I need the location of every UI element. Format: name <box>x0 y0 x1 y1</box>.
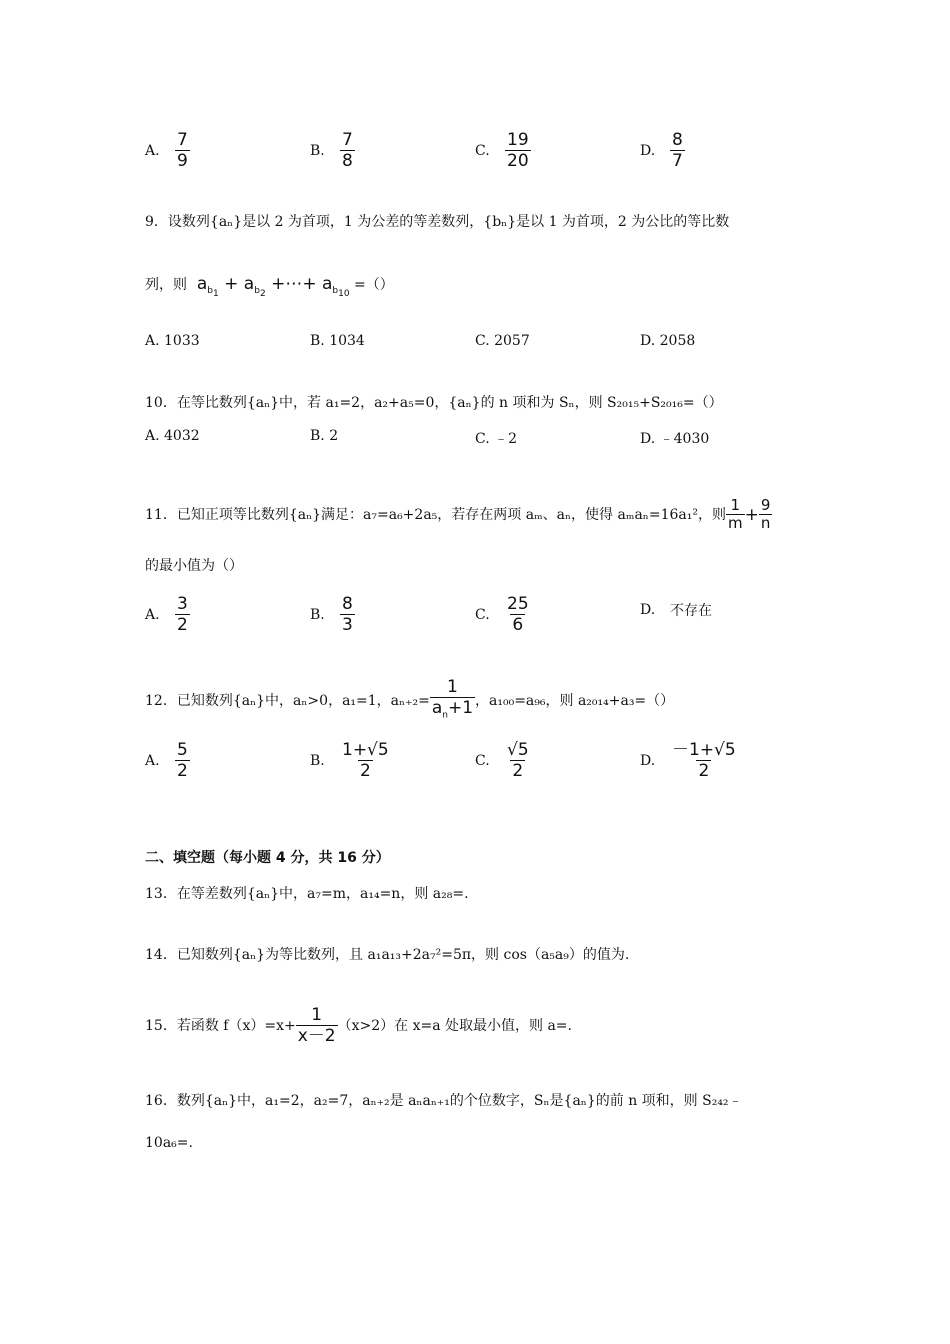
fraction: $\frac{25}{6}$ <box>507 594 529 635</box>
q12-text: 12．已知数列{aₙ}中，aₙ>0，a₁=1，aₙ₊₂= $\frac{1}{a_n+1}$ ，a₁₀₀=a₉₆，则 a₂₀₁₄+a₃=（） <box>145 677 674 725</box>
q9-option-d: D. 2058 <box>640 333 696 349</box>
q16-text: 16．数列{aₙ}中，a₁=2，a₂=7，aₙ₊₂是 aₙaₙ₊₁的个位数字，Sₙ是{aₙ}的前 n 项和，则 S₂₄₂﹣ <box>145 1093 743 1109</box>
q11-option-b: B. $\frac{8}{3}$ <box>310 594 353 635</box>
fraction: $\frac{-1+√5}{2}$ <box>672 740 736 781</box>
q8-option-b: B. $\frac{7}{8}$ <box>310 130 353 171</box>
q10-text: 10．在等比数列{aₙ}中，若 a₁=2，a₂+a₅=0，{aₙ}的 n 项和为 Sₙ，则 S₂₀₁₅+S₂₀₁₆=（） <box>145 395 723 411</box>
q9-formula: $a_{b_1} + a_{b_2}$ +⋯+ $a_{b_{10}}$ <box>191 274 350 300</box>
q12-option-c: C. $\frac{√5}{2}$ <box>475 740 529 781</box>
q9-option-a: A. 1033 <box>145 333 200 349</box>
q8-option-d: D. $\frac{8}{7}$ <box>640 130 683 171</box>
fraction: $\frac{√5}{2}$ <box>507 740 529 781</box>
fraction: $\frac{7}{9}$ <box>177 130 188 171</box>
q13-text: 13．在等差数列{aₙ}中，a₇=m，a₁₄=n，则 a₂₈=. <box>145 886 469 902</box>
q12-option-b: B. $\frac{1+√5}{2}$ <box>310 740 389 781</box>
fraction: $\frac{1}{x-2}$ <box>297 1005 336 1046</box>
q10-option-a: A. 4032 <box>145 428 200 444</box>
fraction: $\frac{5}{2}$ <box>177 740 188 781</box>
q9-option-c: C. 2057 <box>475 333 530 349</box>
q9-line2: 列，则 $a_{b_1} + a_{b_2}$ +⋯+ $a_{b_{10}}$ =（） <box>145 274 394 300</box>
fraction: $\frac{8}{3}$ <box>342 594 353 635</box>
q8-option-c: C. $\frac{19}{20}$ <box>475 130 529 171</box>
q10-option-b: B. 2 <box>310 428 339 444</box>
fraction: $\frac{9}{n}$ <box>760 496 771 532</box>
q16-line2: 10a₆=. <box>145 1135 193 1151</box>
q11-line2: 的最小值为（） <box>145 558 243 574</box>
fraction: $\frac{8}{7}$ <box>672 130 683 171</box>
q15-text: 15．若函数 f（x）=x+ $\frac{1}{x-2}$ （x>2）在 x=a 处取最小值，则 a=. <box>145 1005 572 1046</box>
q12-option-a: A. $\frac{5}{2}$ <box>145 740 188 781</box>
q8-option-a: A. $\frac{7}{9}$ <box>145 130 188 171</box>
q10-option-d: D. ﹣4030 <box>640 431 710 447</box>
q12-option-d: D. $\frac{-1+√5}{2}$ <box>640 740 736 781</box>
fraction: $\frac{7}{8}$ <box>342 130 353 171</box>
q14-text: 14．已知数列{aₙ}为等比数列，且 a₁a₁₃+2a₇²=5π，则 cos（a₅a₉）的值为. <box>145 947 630 963</box>
q9-text: 9．设数列{aₙ}是以 2 为首项，1 为公差的等差数列，{bₙ}是以 1 为首项，2 为公比的等比数 <box>145 214 730 230</box>
fraction: $\frac{3}{2}$ <box>177 594 188 635</box>
q9-option-b: B. 1034 <box>310 333 365 349</box>
q11-option-d: D. 不存在 <box>640 602 712 619</box>
fraction: $\frac{1}{a_n+1}$ <box>430 677 475 725</box>
q11-option-a: A. $\frac{3}{2}$ <box>145 594 188 635</box>
fraction: $\frac{1}{m}$ <box>727 496 743 532</box>
q10-option-c: C. ﹣2 <box>475 431 518 447</box>
q11-option-c: C. $\frac{25}{6}$ <box>475 594 529 635</box>
section-title: 二、填空题（每小题 4 分，共 16 分） <box>145 850 390 866</box>
fraction: $\frac{19}{20}$ <box>507 130 529 171</box>
fraction: $\frac{1+√5}{2}$ <box>342 740 389 781</box>
q11-text: 11．已知正项等比数列{aₙ}满足：a₇=a₆+2a₅，若存在两项 aₘ、aₙ，使得 aₘaₙ=16a₁²，则 $\frac{1}{m}$ + $\frac{9}{n}$ <box>145 496 771 532</box>
